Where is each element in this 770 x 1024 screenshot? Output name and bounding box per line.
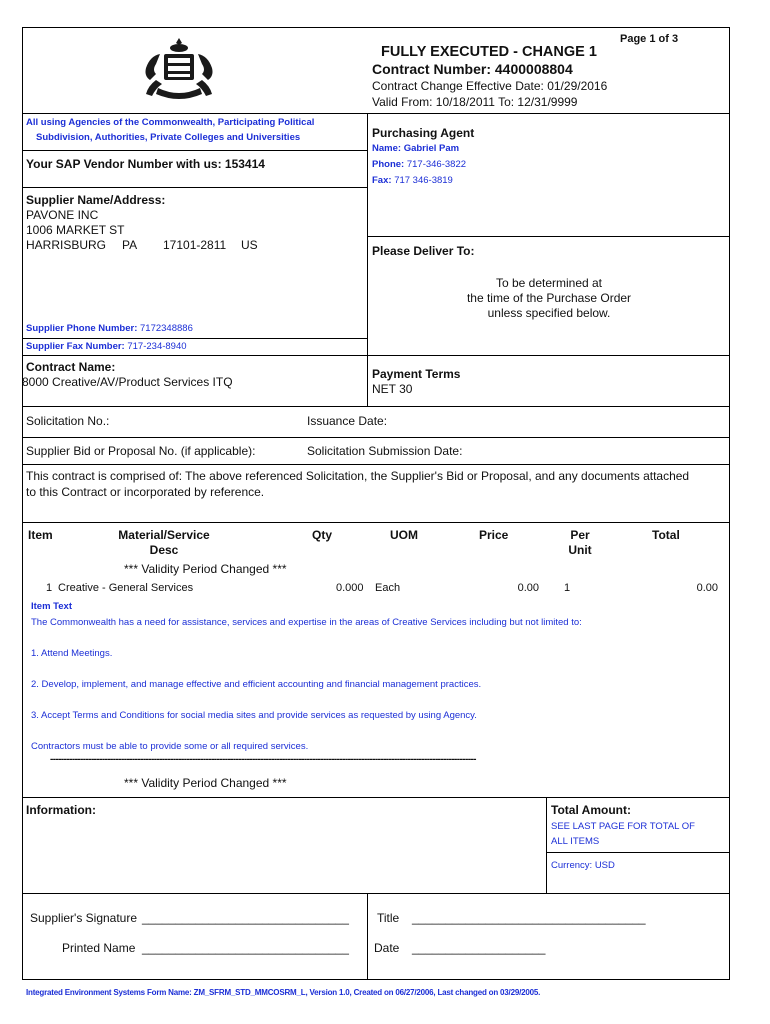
row-total: 0.00 [696,582,718,594]
col-qty: Qty [312,528,333,542]
supplier-phone-value: 7172348886 [140,323,193,334]
rule-deliver-top [367,236,730,237]
purchasing-agent-phone [372,159,466,170]
row-item-number: 1 [46,582,53,594]
rule-phone-bottom [22,338,368,339]
supplier-signature-label: Supplier's Signature [30,911,138,925]
item-text-line-2: 1. Attend Meetings. [31,648,113,659]
divider-v-upper [367,113,368,406]
valid-period: Valid From: 10/18/2011 To: 12/31/9999 [372,95,578,109]
rule-vendor-bottom [22,187,368,188]
validity-period-bottom: *** Validity Period Changed *** [124,776,287,790]
date-blank[interactable]: ____________________ [412,941,546,955]
rule-currency-top [546,852,730,853]
rule-items-top [22,522,730,523]
comprised-line-2: to this Contract or incorporated by reference. [26,485,265,499]
printed-name-label: Printed Name [62,941,136,955]
frame-bottom [22,979,730,980]
page-number: Page 1 of 3 [620,33,679,45]
printed-name-blank[interactable]: _______________________________ [142,941,349,955]
rule-bid-top [22,437,730,438]
date-label: Date [374,941,400,955]
supplier-phone-label: Supplier Phone Number: [26,323,138,334]
agencies-line-1: All using Agencies of the Commonwealth, Participating Political [26,117,315,128]
supplier-phone [26,323,193,334]
deliver-to-heading: Please Deliver To: [372,244,475,258]
supplier-country: US [241,238,258,252]
supplier-city: HARRISBURG [26,238,107,252]
col-per-1: Per [570,528,590,542]
supplier-heading: Supplier Name/Address: [26,193,166,207]
form-footer: Integrated Environment Systems Form Name: ZM_SFRM_STD_MMCOSRM_L, Version 1.0, Created on 06/27/2006, Last changed on 03/29/2005. [26,988,541,997]
total-amount-heading: Total Amount: [551,803,631,817]
purchasing-agent-name-label: Name: [372,143,402,154]
item-text-line-1: The Commonwealth has a need for assistance, services and expertise in the areas of Creative Services including but not limited to: [31,617,582,628]
contract-number: Contract Number: 4400008804 [372,61,573,77]
row-price: 0.00 [517,582,539,594]
rule-contract-name-top [22,355,730,356]
purchasing-agent-fax [372,175,453,186]
row-description: Creative - General Services [58,582,194,594]
purchasing-agent-name-value: Gabriel Pam [403,143,460,154]
frame-left [22,27,23,980]
deliver-to-line-3: unless specified below. [487,306,611,320]
col-material-1: Material/Service [118,528,210,542]
rule-vendor-top [22,150,368,151]
purchasing-agent-heading: Purchasing Agent [372,126,475,140]
col-total: Total [652,528,680,542]
col-uom: UOM [390,528,418,542]
col-price: Price [479,528,509,542]
rule-solicitation-top [22,406,730,407]
solicitation-number-label: Solicitation No.: [26,414,110,428]
divider-v-signatures [367,893,368,980]
table-row [0,582,770,598]
deliver-to-line-2: the time of the Purchase Order [466,291,632,305]
supplier-state: PA [122,238,138,252]
col-per-2: Unit [568,543,592,557]
payment-terms-value: NET 30 [372,382,413,396]
supplier-name: PAVONE INC [26,208,99,222]
frame-right [729,27,730,980]
rule-information-top [22,797,730,798]
comprised-line-1: This contract is comprised of: The above referenced Solicitation, the Supplier's Bid or Proposal, and any documents attached [26,469,690,483]
item-text-line-3: 2. Develop, implement, and manage effective and efficient accounting and financial management practices. [31,679,482,690]
supplier-bid-label: Supplier Bid or Proposal No. (if applicable): [26,444,256,458]
supplier-zip: 17101-2811 [163,238,227,252]
title-label: Title [377,911,400,925]
supplier-fax-label: Supplier Fax Number: [26,341,125,352]
payment-terms-heading: Payment Terms [372,367,461,381]
col-material-2: Desc [149,543,179,557]
purchasing-agent-phone-label: Phone: [372,159,405,170]
validity-period-top: *** Validity Period Changed *** [124,562,287,576]
item-text-label: Item Text [31,601,73,612]
supplier-fax-value: 717-234-8940 [127,341,187,352]
frame-top [22,27,730,28]
row-uom: Each [375,582,401,594]
submission-date-label: Solicitation Submission Date: [307,444,463,458]
rule-signatures-top [22,893,730,894]
currency: Currency: USD [551,860,615,871]
change-effective-date: Contract Change Effective Date: 01/29/2016 [372,79,608,93]
purchasing-agent-phone-value: 717-346-3822 [406,159,467,170]
contract-name-value: 8000 Creative/AV/Product Services ITQ [22,375,233,389]
total-note-line-1: SEE LAST PAGE FOR TOTAL OF [551,821,695,832]
sap-vendor-number: Your SAP Vendor Number with us: 153414 [26,157,265,171]
agencies-line-2: Subdivision, Authorities, Private Colleges and Universities [36,132,301,143]
title-blank[interactable]: ___________________________________ [412,911,646,925]
supplier-signature-blank[interactable]: _______________________________ [142,911,349,925]
contract-name-heading: Contract Name: [26,360,116,374]
item-text-line-4: 3. Accept Terms and Conditions for social media sites and provide services as requested by using Agency. [31,710,477,721]
purchasing-agent-fax-label: Fax: [372,175,392,186]
document-title: FULLY EXECUTED - CHANGE 1 [381,44,597,60]
rule-header [22,113,730,114]
deliver-to-line-1: To be determined at [495,276,603,290]
issuance-date-label: Issuance Date: [307,414,388,428]
row-qty: 0.000 [336,582,364,594]
supplier-street: 1006 MARKET ST [26,223,125,237]
purchasing-agent-fax-value: 717 346-3819 [394,175,453,186]
col-item: Item [28,528,53,542]
commonwealth-seal-icon [138,36,220,102]
divider-v-total [546,797,547,894]
supplier-fax [26,341,187,352]
purchasing-agent-name [372,143,459,154]
rule-comprised-top [22,464,730,465]
total-note-line-2: ALL ITEMS [551,836,600,847]
item-separator-dashes: ------------------------------------------------------------------------------------------------------------------------------------------------------------ [50,754,476,765]
information-heading: Information: [26,803,96,817]
item-text-line-5: Contractors must be able to provide some or all required services. [31,741,309,752]
row-per-unit: 1 [564,582,571,594]
